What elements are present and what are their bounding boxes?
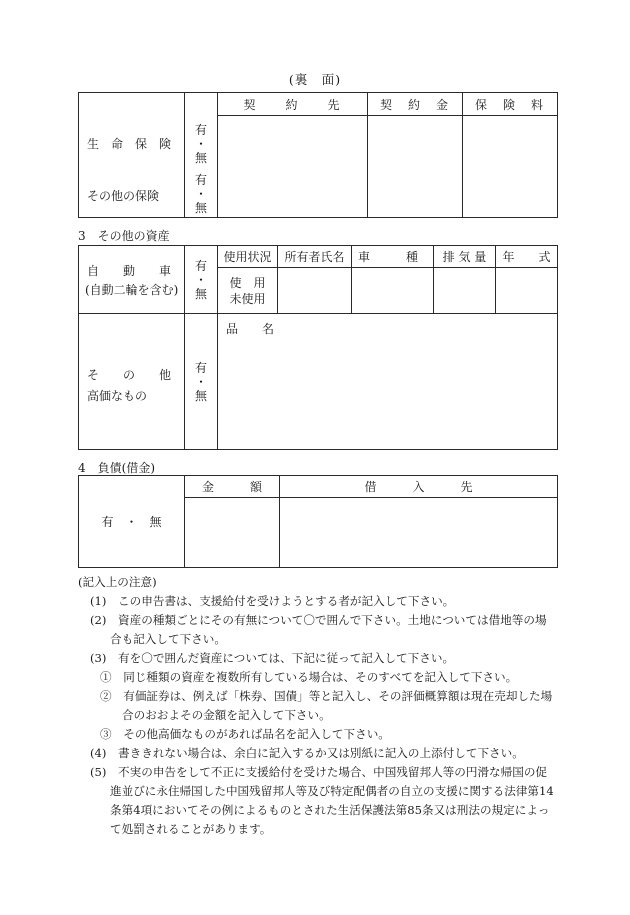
insurance-label-cell bbox=[79, 93, 185, 218]
insurance-table bbox=[78, 92, 558, 218]
section-4-title: 4 負債(借金) bbox=[78, 461, 155, 475]
amount-cell[interactable] bbox=[185, 498, 280, 568]
section-3-title: 3 その他の資産 bbox=[78, 229, 170, 243]
valuables-label-sub: 高価なもの bbox=[87, 388, 148, 403]
contractor-header: 契 約 先 bbox=[218, 93, 368, 116]
notes-heading: (記入上の注意) bbox=[78, 575, 157, 589]
amount-header: 金 額 bbox=[185, 476, 280, 498]
note-5: (5) 不実の申告をして不正に支援給付を受けた場合、中国残留邦人等の円滑な帰国の促進並びに永住帰国した中国残留邦人等及び特定配偶者の自立の支援に関する法律第14条第4項においてその例によるものとされた生活保護法第85条又は刑法の規定によって処罰されることがあります。 bbox=[90, 765, 554, 836]
displacement-cell[interactable] bbox=[434, 268, 496, 314]
car-yn: 有 ・ 無 bbox=[185, 246, 218, 314]
valuables-yn: 有 ・ 無 bbox=[185, 314, 218, 450]
life-premium-cell[interactable] bbox=[463, 116, 558, 166]
other-insurance-label: その他の保険 bbox=[87, 189, 160, 203]
note-3: (3) 有を〇で囲んだ資産については、下記に従って記入して下さい。 bbox=[90, 651, 455, 665]
debt-table bbox=[78, 475, 558, 568]
car-type-cell[interactable] bbox=[352, 268, 434, 314]
owner-name-cell[interactable] bbox=[278, 268, 352, 314]
other-insurance-yn: 有 ・ 無 bbox=[194, 173, 207, 215]
premium-header: 保 険 料 bbox=[463, 93, 558, 116]
note-1: (1) この申告書は、支援給付を受けようとする者が記入して下さい。 bbox=[90, 594, 455, 608]
note-3-1: ① 同じ種類の資産を複数所有している場合は、そのすべてを記入して下さい。 bbox=[100, 670, 518, 684]
assets-table bbox=[78, 245, 558, 450]
valuables-label: そ の 他 bbox=[87, 367, 172, 382]
car-label-sub: (自動二輪を含む) bbox=[85, 282, 179, 297]
usage-options[interactable]: 使 用 未使用 bbox=[218, 268, 278, 314]
note-2: (2) 資産の種類ごとにその有無について〇で囲んで下さい。土地については借地等の場合も記入して下さい。 bbox=[90, 613, 547, 646]
displacement-header: 排 気 量 bbox=[434, 246, 496, 268]
other-contractor-cell[interactable] bbox=[218, 166, 368, 218]
usage-header: 使用状況 bbox=[218, 246, 278, 268]
car-label-cell bbox=[79, 246, 185, 314]
note-3-3: ③ その他高価なものがあれば品名を記入して下さい。 bbox=[100, 727, 390, 741]
lender-cell[interactable] bbox=[280, 498, 558, 568]
owner-name-header: 所有者氏名 bbox=[278, 246, 352, 268]
contract-amount-header: 契 約 金 bbox=[368, 93, 463, 116]
item-name-label: 品 名 bbox=[226, 322, 275, 336]
valuables-label-cell bbox=[79, 314, 185, 450]
note-3-2: ② 有価証券は、例えば「株券、国債」等と記入し、その評価概算額は現在売却した場合のおおよその金額を記入して下さい。 bbox=[100, 689, 553, 722]
life-amount-cell[interactable] bbox=[368, 116, 463, 166]
other-amount-cell[interactable] bbox=[368, 166, 463, 218]
life-contractor-cell[interactable] bbox=[218, 116, 368, 166]
car-label: 自 動 車 bbox=[87, 263, 172, 278]
item-name-cell[interactable] bbox=[218, 314, 558, 450]
life-insurance-label: 生 命 保 険 bbox=[87, 137, 172, 151]
notes-section bbox=[78, 573, 558, 839]
model-year-cell[interactable] bbox=[496, 268, 558, 314]
other-premium-cell[interactable] bbox=[463, 166, 558, 218]
page-title: (裏 面) bbox=[288, 72, 342, 87]
car-type-header: 車 種 bbox=[352, 246, 434, 268]
model-year-header: 年 式 bbox=[496, 246, 558, 268]
debt-yn: 有 ・ 無 bbox=[79, 476, 185, 568]
note-4: (4) 書ききれない場合は、余白に記入するか又は別紙に記入の上添付して下さい。 bbox=[90, 746, 524, 760]
insurance-yn-cell bbox=[185, 93, 218, 218]
lender-header: 借 入 先 bbox=[280, 476, 558, 498]
life-insurance-yn: 有 ・ 無 bbox=[194, 123, 207, 165]
